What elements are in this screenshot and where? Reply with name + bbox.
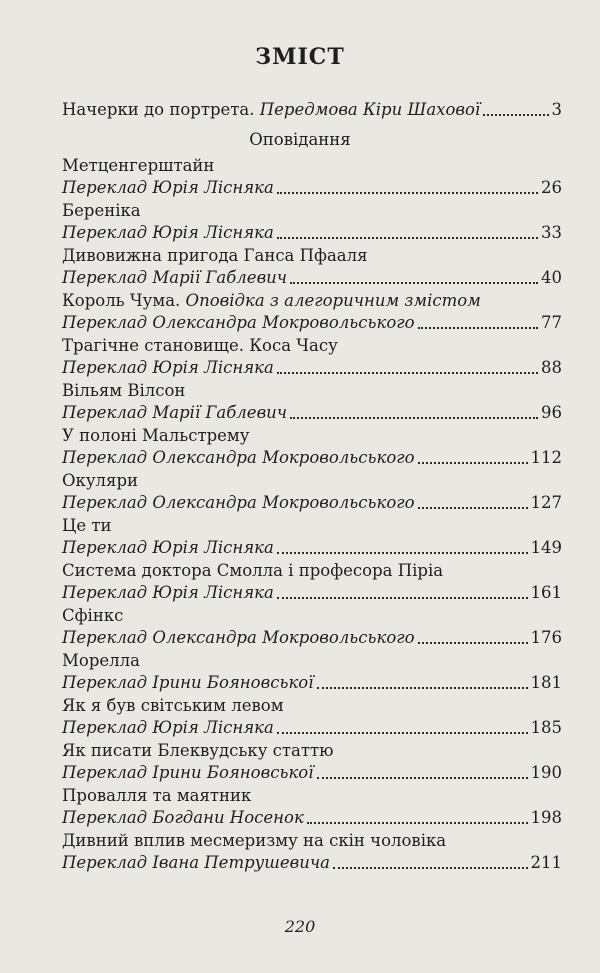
entry-title-line xyxy=(62,694,562,718)
entry-title: Начерки до портрета. xyxy=(62,100,255,119)
dot-leader xyxy=(277,372,538,374)
entry-title: Провалля та маятник xyxy=(62,786,252,805)
entry-title-line xyxy=(62,784,562,808)
entry-title: Вільям Вілсон xyxy=(62,381,186,400)
entry-title: Як я був світським левом xyxy=(62,696,284,715)
entry-translator: Переклад Юрія Лісняка xyxy=(62,223,274,242)
dot-leader xyxy=(277,597,528,599)
page-number: 33 xyxy=(541,223,562,242)
entry-title-line xyxy=(62,154,562,178)
entry-title: Король Чума. xyxy=(62,291,181,310)
folio-page-number: 220 xyxy=(284,917,316,936)
dot-leader xyxy=(333,867,528,869)
page-number: 161 xyxy=(530,583,562,602)
dot-leader xyxy=(317,687,528,689)
entry-translator: Переклад Олександра Мокровольського xyxy=(62,493,415,512)
entry-translator: Переклад Богдани Носенок xyxy=(62,808,304,827)
entry-title: Береніка xyxy=(62,201,141,220)
dot-leader xyxy=(483,114,548,116)
entry-translator: Переклад Івана Петрушевича xyxy=(62,853,330,872)
entry-subtitle: Оповідка з алегоричним змістом xyxy=(185,291,481,310)
entry-title: Система доктора Смолла і професора Піріа xyxy=(62,561,444,580)
entry-title: Дивовижна пригода Ганса Пфааля xyxy=(62,246,368,265)
entry-title-line xyxy=(62,739,562,763)
entry-title: Сфінкс xyxy=(62,606,124,625)
toc-entry xyxy=(62,671,562,695)
entry-title-line xyxy=(62,604,562,628)
entry-translator: Переклад Марії Габлевич xyxy=(62,268,288,287)
page-number: 149 xyxy=(530,538,562,557)
toc-entry xyxy=(62,491,562,515)
dot-leader xyxy=(418,507,528,509)
toc-entry xyxy=(62,716,562,740)
toc-entry xyxy=(62,266,562,290)
toc-entry xyxy=(62,221,562,245)
page-number: 77 xyxy=(541,313,562,332)
toc-entry xyxy=(62,176,562,200)
entry-title-line xyxy=(62,98,480,122)
entry-translator: Переклад Юрія Лісняка xyxy=(62,718,274,737)
toc-entry xyxy=(62,851,562,875)
entry-translator: Переклад Юрія Лісняка xyxy=(62,358,274,377)
entry-title: Як писати Блеквудську статтю xyxy=(62,741,334,760)
entry-subtitle: Передмова Кіри Шахової xyxy=(259,100,481,119)
page-number: 127 xyxy=(530,493,562,512)
page-number: 185 xyxy=(530,718,562,737)
entry-title-line xyxy=(62,244,562,268)
entry-translator: Переклад Ірини Бояновської xyxy=(62,763,314,782)
dot-leader xyxy=(290,417,538,419)
toc-entry xyxy=(62,626,562,650)
dot-leader xyxy=(277,732,528,734)
dot-leader xyxy=(290,282,538,284)
entry-title-line xyxy=(62,469,562,493)
entry-translator: Переклад Марії Габлевич xyxy=(62,403,288,422)
dot-leader xyxy=(317,777,528,779)
dot-leader xyxy=(277,552,528,554)
page-number: 26 xyxy=(541,178,562,197)
page-number: 198 xyxy=(530,808,562,827)
page-number: 112 xyxy=(530,448,562,467)
entry-translator: Переклад Юрія Лісняка xyxy=(62,178,274,197)
page-number: 190 xyxy=(530,763,562,782)
entry-translator: Переклад Юрія Лісняка xyxy=(62,538,274,557)
entry-title-line xyxy=(62,379,562,403)
toc-entry-preface xyxy=(62,98,562,122)
entry-title: Це ти xyxy=(62,516,112,535)
entry-title-line xyxy=(62,199,562,223)
entry-title: Трагічне становище. Коса Часу xyxy=(62,336,338,355)
page-number: 211 xyxy=(530,853,562,872)
page-number: 40 xyxy=(541,268,562,287)
entry-translator: Переклад Олександра Мокровольського xyxy=(62,313,415,332)
entry-title: Морелла xyxy=(62,651,140,670)
entry-title: У полоні Мальстрему xyxy=(62,426,250,445)
entry-translator: Переклад Олександра Мокровольського xyxy=(62,448,415,467)
entry-title-line xyxy=(62,649,562,673)
page-title: ЗМІСТ xyxy=(255,44,345,70)
entry-translator: Переклад Юрія Лісняка xyxy=(62,583,274,602)
page-number: 96 xyxy=(541,403,562,422)
toc-entry xyxy=(62,446,562,470)
page-number: 3 xyxy=(551,100,562,119)
dot-leader xyxy=(277,192,538,194)
toc-entry xyxy=(62,401,562,425)
entry-title-line xyxy=(62,424,562,448)
toc-entry xyxy=(62,581,562,605)
page-number: 176 xyxy=(530,628,562,647)
dot-leader xyxy=(307,822,528,824)
entry-title-line xyxy=(62,334,562,358)
page-number: 181 xyxy=(530,673,562,692)
toc-entry xyxy=(62,536,562,560)
entry-title-line xyxy=(62,514,562,538)
entry-title: Окуляри xyxy=(62,471,138,490)
toc-entry xyxy=(62,356,562,380)
dot-leader xyxy=(277,237,538,239)
entry-title: Метценгерштайн xyxy=(62,156,215,175)
page-number: 88 xyxy=(541,358,562,377)
dot-leader xyxy=(418,642,528,644)
entry-title-line xyxy=(62,559,562,583)
toc-entry xyxy=(62,761,562,785)
entry-translator: Переклад Ірини Бояновської xyxy=(62,673,314,692)
entry-title: Дивний вплив месмеризму на скін чоловіка xyxy=(62,831,447,850)
entry-translator: Переклад Олександра Мокровольського xyxy=(62,628,415,647)
entry-title-line xyxy=(62,289,562,313)
entry-title-line xyxy=(62,829,562,853)
toc-entry xyxy=(62,311,562,335)
dot-leader xyxy=(418,327,538,329)
dot-leader xyxy=(418,462,528,464)
toc-entry xyxy=(62,806,562,830)
section-heading: Оповідання xyxy=(249,130,351,149)
